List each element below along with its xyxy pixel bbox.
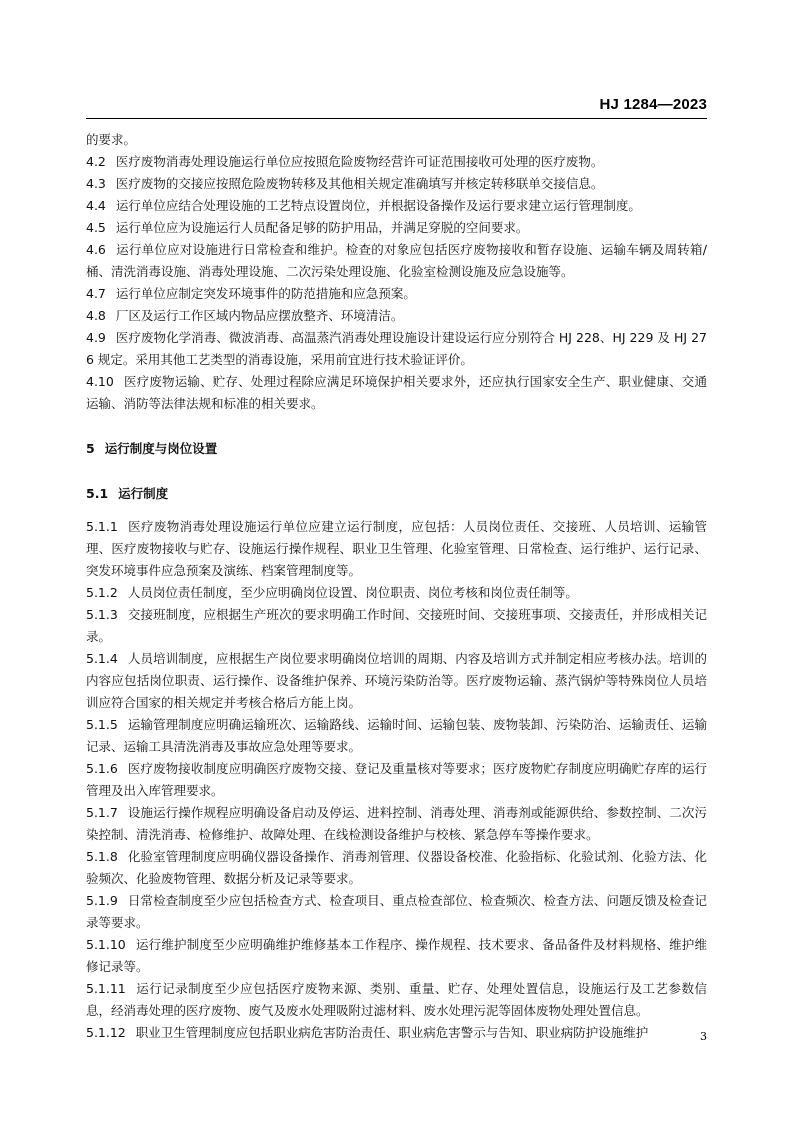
standard-code: HJ 1284—2023 (599, 96, 707, 113)
clause-4-9 (86, 327, 707, 371)
clause-text: 人员岗位责任制度，至少应明确岗位设置、岗位职责、岗位考核和岗位责任制等。 (127, 585, 578, 600)
clause-text: 运输管理制度应明确运输班次、运输路线、运输时间、运输包装、废物装卸、污染防治、运输责任、运输记录、运输工具清洗消毒及事故应急处理等要求。 (86, 717, 707, 754)
clause-5-1-2 (86, 582, 707, 604)
clause-number: 5.1.5 (86, 717, 118, 732)
clause-number: 5.1.11 (86, 981, 126, 996)
clause-text: 运行单位应结合处理设施的工艺特点设置岗位，并根据设备操作及运行要求建立运行管理制度。 (115, 198, 641, 213)
clause-5-1-11 (86, 978, 707, 1022)
clause-number: 4.6 (86, 242, 106, 257)
clause-4-5 (86, 217, 707, 239)
section-heading-5 (86, 415, 707, 483)
clause-number: 5.1.6 (86, 761, 118, 776)
clause-text: 医疗废物消毒处理设施运行单位应建立运行制度，应包括：人员岗位责任、交接班、人员培训、运输管理、医疗废物接收与贮存、设施运行操作规程、职业卫生管理、化验室管理、日常检查、运行维护、运行记录、突发环境事件应急预案及演练、档案管理制度等。 (86, 519, 707, 578)
clause-4-10 (86, 371, 707, 415)
clause-text: 人员培训制度，应根据生产岗位要求明确岗位培训的周期、内容及培训方式并制定相应考核办法。培训的内容应包括岗位职责、运行操作、设备维护保养、环境污染防治等。医疗废物运输、蒸汽锅炉等特殊岗位人员培训应符合国家的相关规定并考核合格后方能上岗。 (86, 651, 707, 710)
clause-5-1-8 (86, 846, 707, 890)
clause-text: 交接班制度，应根据生产班次的要求明确工作时间、交接班时间、交接班事项、交接责任，并形成相关记录。 (86, 607, 707, 644)
clause-text: 医疗废物接收制度应明确医疗废物交接、登记及重量核对等要求；医疗废物贮存制度应明确贮存库的运行管理及出入库管理要求。 (86, 761, 707, 798)
clause-5-1-7 (86, 802, 707, 846)
clause-5-1-10 (86, 934, 707, 978)
clause-4-8 (86, 305, 707, 327)
clause-text: 医疗废物消毒处理设施运行单位应按照危险废物经营许可证范围接收可处理的医疗废物。 (115, 154, 604, 169)
clause-number: 5.1.8 (86, 849, 118, 864)
clause-number: 5.1.12 (86, 1025, 126, 1040)
clause-text: 设施运行操作规程应明确设备启动及停运、进料控制、消毒处理、消毒剂或能源供给、参数控制、二次污染控制、清洗消毒、检修维护、故障处理、在线检测设备维护与校核、紧急停车等操作要求。 (86, 805, 707, 842)
clause-text: 厂区及运行工作区域内物品应摆放整齐、环境清洁。 (115, 308, 404, 323)
clause-text: 运行记录制度至少应包括医疗废物来源、类别、重量、贮存、处理处置信息，设施运行及工艺参数信息，经消毒处理的医疗废物、废气及废水处理吸附过滤材料、废水处理污泥等固体废物处理处置信息。 (86, 981, 707, 1018)
subsection-number: 5.1 (86, 486, 109, 501)
clause-number: 5.1.4 (86, 651, 118, 666)
clause-5-1-5 (86, 714, 707, 758)
clause-4-3 (86, 173, 707, 195)
page-body (86, 129, 707, 1044)
clause-5-1-12 (86, 1022, 707, 1044)
clause-text: 职业卫生管理制度应包括职业病危害防治责任、职业病危害警示与告知、职业病防护设施维护 (135, 1025, 649, 1040)
clause-text: 运行单位应对设施进行日常检查和维护。检查的对象应包括医疗废物接收和暂存设施、运输车辆及周转箱/桶、清洗消毒设施、消毒处理设施、二次污染处理设施、化验室检测设施及应急设施等。 (86, 242, 707, 279)
clause-text: 化验室管理制度应明确仪器设备操作、消毒剂管理、仪器设备校准、化验指标、化验试剂、化验方法、化验频次、化验废物管理、数据分析及记录等要求。 (86, 849, 707, 886)
clause-number: 4.8 (86, 308, 106, 323)
clause-text: 医疗废物运输、贮存、处理过程除应满足环境保护相关要求外，还应执行国家安全生产、职业健康、交通运输、消防等法律法规和标准的相关要求。 (86, 374, 707, 411)
page-number: 3 (700, 1030, 707, 1043)
clause-number: 4.9 (86, 330, 106, 345)
clause-number: 5.1.2 (86, 585, 118, 600)
subsection-heading-5-1 (86, 483, 707, 516)
continuation-text: 的要求。 (86, 132, 137, 147)
clause-number: 5.1.1 (86, 519, 118, 534)
clause-number: 5.1.9 (86, 893, 118, 908)
clause-number: 4.5 (86, 220, 106, 235)
header-rule (86, 118, 707, 119)
clause-5-1-4 (86, 648, 707, 714)
clause-number: 4.4 (86, 198, 106, 213)
clause-text: 日常检查制度至少应包括检查方式、检查项目、重点检查部位、检查频次、检查方法、问题反馈及检查记录等要求。 (86, 893, 707, 930)
clause-number: 4.7 (86, 286, 106, 301)
clause-text: 运行单位应制定突发环境事件的防范措施和应急预案。 (115, 286, 416, 301)
clause-4-7 (86, 283, 707, 305)
clause-number: 4.3 (86, 176, 106, 191)
clause-number: 4.10 (86, 374, 114, 389)
subsection-title: 运行制度 (118, 486, 169, 501)
clause-5-1-1 (86, 516, 707, 582)
clause-text: 医疗废物的交接应按照危险废物转移及其他相关规定准确填写并核定转移联单交接信息。 (115, 176, 604, 191)
clause-text: 运行维护制度至少应明确维护维修基本工作程序、操作规程、技术要求、备品备件及材料规格、维护维修记录等。 (86, 937, 707, 974)
clause-number: 4.2 (86, 154, 106, 169)
clause-5-1-3 (86, 604, 707, 648)
clause-text: 运行单位应为设施运行人员配备足够的防护用品，并满足穿脱的空间要求。 (115, 220, 529, 235)
clause-number: 5.1.7 (86, 805, 118, 820)
clause-number: 5.1.10 (86, 937, 126, 952)
clause-text: 医疗废物化学消毒、微波消毒、高温蒸汽消毒处理设施设计建设运行应分别符合 HJ 228、HJ 229 及 HJ 276 规定。采用其他工艺类型的消毒设施，采用前宜进行技术验证评价。 (86, 330, 707, 367)
clause-5-1-6 (86, 758, 707, 802)
section-title: 运行制度与岗位设置 (104, 441, 218, 456)
section-number: 5 (86, 441, 95, 456)
clause-4-2 (86, 151, 707, 173)
clause-4-4 (86, 195, 707, 217)
clause-4-6 (86, 239, 707, 283)
clause-number: 5.1.3 (86, 607, 118, 622)
clause-5-1-9 (86, 890, 707, 934)
